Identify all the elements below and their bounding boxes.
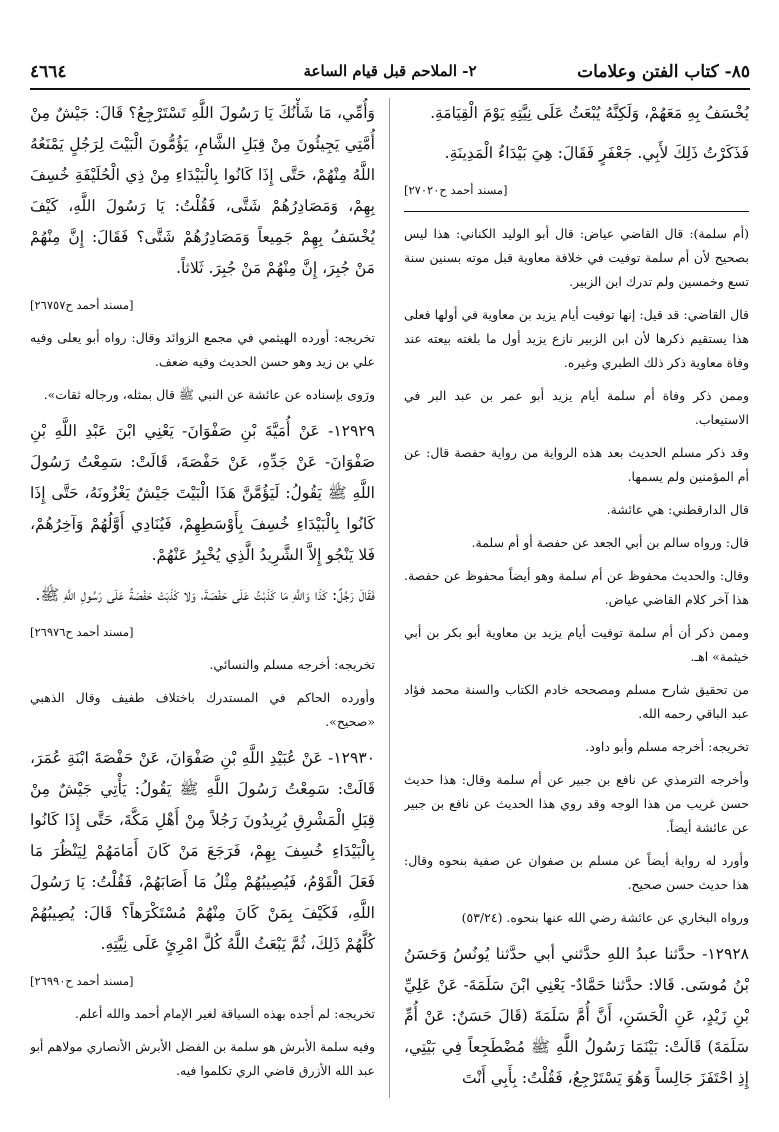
- page-header: [30, 58, 750, 90]
- left-commentary: ورَوى بإسناده عن عائشة عن النبي ﷺ قال بمثله، ورجاله ثقات».: [43, 387, 375, 402]
- right-hadith-text: فَذَكَرْتُ ذَلِكَ لأَبِي. جَعْفَرٍ فَقَالَ: هِيَ بَيْدَاءُ الْمَدِينَةِ.: [444, 144, 749, 162]
- right-commentary: من تحقيق شارح مسلم ومصححه خادم الكتاب والسنة محمد فؤاد عبد الباقي رحمه الله.: [404, 682, 749, 721]
- citation-reference: [مسند أحمد ح٢٦٩٧٦]: [30, 625, 134, 639]
- left-hadith-text: فَقَالَ رَجُلٌ: كَذَا وَاللَّهِ مَا كَذَبْتُ عَلَى حَفْصَةَ، وَلا كَذَبَتْ حَفْصَةُ عَلَى رَسُولِ اللَّهِ ﷺ.: [35, 586, 375, 604]
- right-column: [404, 98, 749, 1098]
- section-title: ٢- الملاحم قبل قيام الساعة: [303, 62, 477, 80]
- left-hadith-text: ١٢٩٢٩- عَنْ أُمَيَّةَ بْنِ صَفْوَانَ- يَعْنِي ابْنَ عَبْدِ اللَّهِ بْنِ صَفْوَانَ- عَنْ جَدِّهِ، عَنْ حَفْصَةَ، قَالَتْ: سَمِعْتُ رَسُولَ اللَّهِ ﷺ يَقُولُ: لَيَؤُمَّنَّ هَذَا الْبَيْتَ جَيْشٌ يَغْزُونَهُ، حَتَّى إِذَا كَانُوا بِالْبَيْدَاءِ خُسِفَ بِأَوْسَطِهِمْ، فَيُنَادِي أَوَّلُهُمْ وَآخِرُهُمْ، فَلا يَنْجُو إِلاَّ الشَّرِيدُ الَّذِي يُخْبِرُ عَنْهُمْ.: [30, 422, 375, 564]
- left-citation: [30, 293, 375, 317]
- right-commentary: تخريجه: أخرجه مسلم وأبو داود.: [585, 739, 749, 754]
- left-hadith-text: وَأُمِّي، مَا شَأْنُكَ يَا رَسُولَ اللَّهِ تَسْتَرْجِعُ؟ قَالَ: جَيْشٌ مِنْ أُمَّتِي يَجِيئُونَ مِنْ قِبَلِ الشَّامِ، يَؤُمُّونَ الْبَيْتَ لِرَجُلٍ يَمْنَعُهُ اللَّهُ مِنْهُمْ، حَتَّى إِذَا كَانُوا بِالْبَيْدَاءِ مِنْ ذِي الْحُلَيْفَةِ خُسِفَ بِهِمْ، وَمَصَادِرُهُمْ شَتَّى، فَقُلْتُ: يَا رَسُولَ اللَّهِ، كَيْفَ يُخْسَفُ بِهِمْ جَمِيعاً وَمَصَادِرُهُمْ شَتَّى؟ فَقَالَ: إِنَّ مِنْهُمْ مَنْ جُبِرَ، إِنَّ مِنْهُمْ مَنْ جُبِرَ. ثَلاثاً.: [30, 104, 375, 277]
- right-commentary: قال: ورواه سالم بن أبي الجعد عن حفصة أو أم سلمة.: [471, 535, 749, 550]
- left-commentary: تخريجه: أخرجه مسلم والنسائي.: [209, 657, 375, 672]
- right-commentary: وممن ذكر أن أم سلمة توفيت أيام يزيد بن معاوية أبو بكر بن أبي خيثمة» اهـ.: [404, 625, 749, 664]
- right-commentary: (أم سلمة): قال القاضي عياض: قال أبو الوليد الكناني: هذا ليس بصحيح لأن أم سلمة توفيت في خلافة معاوية قبل موته بسنين سنة تسع وخمسين ولم تدرك ابن الزبير.: [404, 226, 749, 289]
- right-commentary: وأخرجه الترمذي عن نافع بن جبير عن أم سلمة وقال: هذا حديث حسن غريب من هذا الوجه وقد روي هذا الحديث عن نافع بن جبير عن عائشة أيضاً.: [404, 772, 749, 835]
- right-commentary: ورواه البخاري عن عائشة رضي الله عنها بنحوه. (٥٣/٢٤): [461, 910, 749, 925]
- page-number: ٤٦٦٤: [30, 62, 67, 82]
- right-hadith-text: ١٢٩٢٨- حدَّثنا عبدُ اللهِ حدَّثني أبي حدَّثنا يُونُسُ وَحَسَنُ بْنُ مُوسَى. قَالا: حدَّثنا حَمَّادٌ- يَعْنِي ابْنَ سَلَمَةَ- عَنْ عَلِيِّ بْنِ زَيْدٍ، عَنِ الْحَسَنِ، أَنَّ أُمَّ سَلَمَةَ (قَالَ حَسَنٌ: عَنْ أُمِّ سَلَمَةَ) قَالَتْ: بَيْنَمَا رَسُولُ اللَّهِ ﷺ مُضْطَجِعاً فِي بَيْتِي، إِذِ احْتَفَزَ جَالِساً وَهُوَ يَسْتَرْجِعُ، فَقُلْتُ: بِأَبِي أَنْتَ: [404, 945, 749, 1087]
- chapter-title: ٨٥- كتاب الفتن وعلامات: [577, 62, 750, 82]
- right-separator: [404, 211, 749, 212]
- left-commentary: وأورده الحاكم في المستدرك باختلاف طفيف وقال الذهبي «صحيح».: [30, 690, 375, 729]
- right-citation: [404, 178, 749, 202]
- left-commentary: تخريجه: أورده الهيثمي في مجمع الزوائد وقال: رواه أبو يعلى وفيه علي بن زيد وهو حسن الحديث وفيه ضعف.: [30, 330, 375, 369]
- left-hadith-text: ١٢٩٣٠- عَنْ عُبَيْدِ اللَّهِ بْنِ صَفْوَانَ، عَنْ حَفْصَةَ ابْنَةِ عُمَرَ، قَالَتْ: سَمِعْتُ رَسُولَ اللَّهِ ﷺ يَقُولُ: يَأْتِي جَيْشٌ مِنْ قِبَلِ الْمَشْرِقِ يُرِيدُونَ رَجُلاً مِنْ أَهْلِ مَكَّةَ، حَتَّى إِذَا كَانُوا بِالْبَيْدَاءِ خُسِفَ بِهِمْ، فَرَجَعَ مَنْ كَانَ أَمَامَهُمْ لِيَنْظُرَ مَا فَعَلَ الْقَوْمُ، فَيُصِيبُهُمْ مِثْلُ مَا أَصَابَهُمْ، فَقُلْتُ: يَا رَسُولَ اللَّهِ، فَكَيْفَ بِمَنْ كَانَ مِنْهُمْ مُسْتَكْرَهاً؟ قَالَ: يُصِيبُهُمْ كُلَّهُمْ ذَلِكَ، ثُمَّ يَبْعَثُ اللَّهُ كُلَّ امْرِئٍ عَلَى نِيَّتِهِ.: [30, 749, 375, 953]
- citation-reference: [مسند أحمد ح٢٦٧٥٧]: [30, 298, 134, 312]
- left-commentary: تخريجه: لم أجده بهذه السياقة لغير الإمام أحمد والله أعلم.: [74, 1006, 375, 1021]
- right-commentary: وأورد له رواية أيضاً عن مسلم بن صفوان عن صفية بنحوه وقال: هذا حديث حسن صحيح.: [404, 853, 749, 892]
- right-hadith-text: يُخْسَفُ بِهِ مَعَهُمْ، وَلَكِنَّهُ يُبْعَثُ عَلَى نِيَّتِهِ يَوْمَ الْقِيَامَةِ.: [430, 104, 749, 122]
- right-commentary: قال القاضي: قد قيل: إنها توفيت أيام يزيد بن معاوية في أولها فعلى هذا يستقيم ذكرها لأن ابن الزبير نازع يزيد أول ما بلغته بيعته عند وفاة معاوية ذكر ذلك الطبري وغيره.: [404, 307, 749, 370]
- citation-reference: [مسند أحمد ح٢٦٩٩٠]: [30, 974, 134, 988]
- left-citation: [30, 969, 375, 993]
- right-commentary: وممن ذكر وفاة أم سلمة أيام يزيد أبو عمر بن عبد البر في الاستيعاب.: [404, 388, 749, 427]
- right-commentary: قال الدارقطني: هي عائشة.: [606, 502, 749, 517]
- left-column: [30, 98, 375, 1098]
- right-commentary: وقد ذكر مسلم الحديث بعد هذه الرواية من رواية حفصة قال: عن أم المؤمنين ولم يسمها.: [404, 445, 749, 484]
- left-commentary: وفيه سلمة الأبرش هو سلمة بن الفضل الأبرش الأنصاري مولاهم أبو عبد الله الأزرق قاضي الري تكلموا فيه.: [30, 1039, 375, 1078]
- right-commentary: وقال: والحديث محفوظ عن أم سلمة وهو أيضاً محفوظ عن حفصة. هذا آخر كلام القاضي عياض.: [404, 568, 749, 607]
- left-citation: [30, 620, 375, 644]
- citation-reference: [مسند أحمد ح٢٧٠٢٠]: [404, 183, 508, 197]
- column-divider: [389, 98, 390, 1098]
